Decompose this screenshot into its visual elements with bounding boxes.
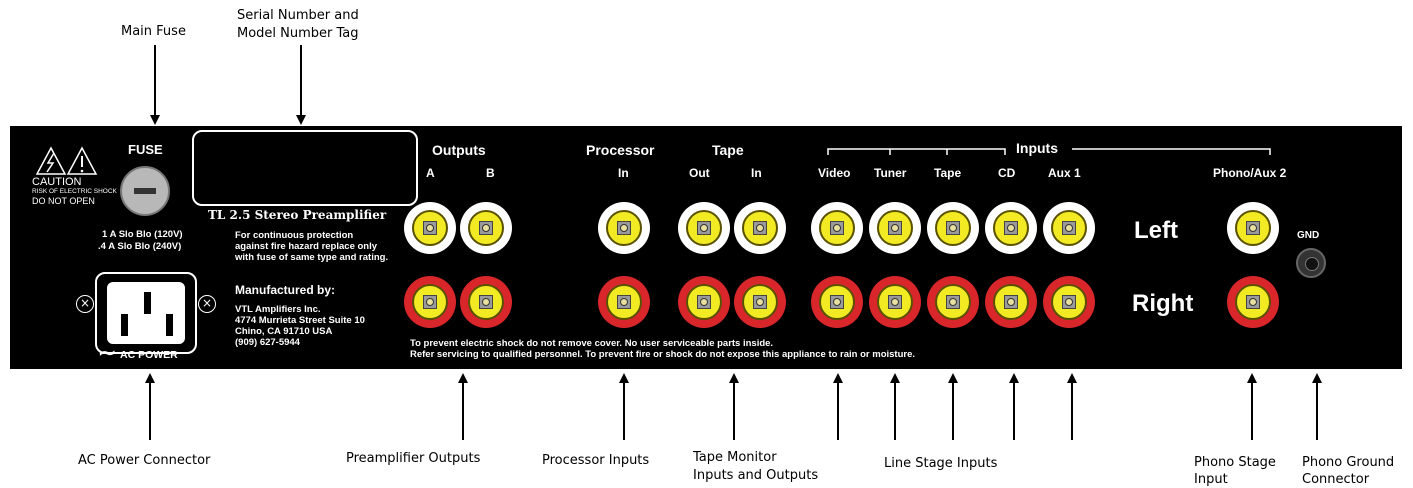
caution-risk-text: RISK OF ELECTRIC SHOCK [32,188,117,195]
callout-processor-inputs: Processor Inputs [542,453,650,468]
ac-screw-right-icon: × [198,295,216,313]
callout-tape-line1: Tape Monitor [693,450,777,465]
ac-screw-left-icon: × [76,295,94,313]
processor-header: Processor [586,142,655,158]
jack-right-processor-in[interactable] [598,276,650,328]
callout-phono-ground-line2: Connector [1302,472,1370,487]
fuse-rating-120v: 1 A Slo Blo (120V) [102,229,183,240]
jack-left-tape-out[interactable] [678,202,730,254]
jack-left-tape-in[interactable] [734,202,786,254]
outputs-a-label: A [426,166,435,180]
model-name: TL 2.5 Stereo Preamplifier [208,208,387,222]
jack-right-output-a[interactable] [404,276,456,328]
jack-right-aux1[interactable] [1043,276,1095,328]
phono-aux2-label: Phono/Aux 2 [1213,166,1287,180]
jack-left-cd[interactable] [985,202,1037,254]
caution-do-not-open: DO NOT OPEN [32,196,95,206]
phono-ground-terminal[interactable] [1296,248,1326,278]
warning-line1: To prevent electric shock do not remove cover. No user serviceable parts inside. [410,338,774,349]
aux1-label: Aux 1 [1048,166,1081,180]
jack-left-phono-aux2[interactable] [1227,202,1279,254]
ac-tilde-icon: ∼ [98,340,117,365]
address-line1: VTL Amplifiers Inc. [235,304,321,315]
jack-left-processor-in[interactable] [598,202,650,254]
callout-phono-ground-line1: Phono Ground [1302,455,1395,470]
video-label: Video [818,166,851,180]
callout-ac-power: AC Power Connector [78,453,211,468]
right-channel-label: Right [1132,290,1194,317]
tape-in-label: In [751,166,762,180]
jack-left-output-b[interactable] [460,202,512,254]
callout-serial-tag-line1: Serial Number and [237,8,359,23]
gnd-label: GND [1297,230,1320,241]
callout-line-stage: Line Stage Inputs [884,456,998,471]
callout-tape-line2: Inputs and Outputs [693,468,819,483]
protection-line2: against fire hazard replace only [235,241,378,252]
jack-left-video[interactable] [811,202,863,254]
tape-header: Tape [712,142,744,158]
jack-right-cd[interactable] [985,276,1037,328]
callout-preamp-outputs: Preamplifier Outputs [346,451,481,466]
cd-label: CD [998,166,1016,180]
address-line4: (909) 627-5944 [235,337,300,348]
callout-phono-stage-line2: Input [1194,472,1228,487]
jack-right-tape[interactable] [927,276,979,328]
protection-line3: with fuse of same type and rating. [235,252,389,263]
ac-power-label: AC POWER [120,349,178,361]
left-channel-label: Left [1134,217,1178,244]
jack-right-video[interactable] [811,276,863,328]
jack-left-tape[interactable] [927,202,979,254]
jack-left-output-a[interactable] [404,202,456,254]
address-line3: Chino, CA 91710 USA [235,326,333,337]
processor-in-label: In [618,166,629,180]
tuner-label: Tuner [874,166,907,180]
fuse-rating-240v: .4 A Slo Blo (240V) [98,241,182,252]
inputs-header: Inputs [1016,140,1058,156]
address-line2: 4774 Murrieta Street Suite 10 [235,315,365,326]
rear-panel [10,126,1402,369]
outputs-b-label: B [486,166,495,180]
outputs-header: Outputs [432,142,486,158]
jack-right-tape-out[interactable] [678,276,730,328]
caution-text: CAUTION [32,176,82,188]
jack-left-tuner[interactable] [869,202,921,254]
inputs-bracket [10,126,1402,186]
jack-right-output-b[interactable] [460,276,512,328]
tape-out-label: Out [689,166,710,180]
callout-phono-stage-line1: Phono Stage [1194,455,1276,470]
warning-line2: Refer servicing to qualified personnel. To prevent fire or shock do not expose this appliance to rain or moisture. [410,349,916,360]
callout-serial-tag-line2: Model Number Tag [237,26,359,41]
protection-line1: For continuous protection [235,230,354,241]
jack-right-tape-in[interactable] [734,276,786,328]
manufactured-by: Manufactured by: [235,283,336,297]
fuse-label: FUSE [128,142,163,157]
jack-right-phono-aux2[interactable] [1227,276,1279,328]
jack-left-aux1[interactable] [1043,202,1095,254]
tape-input-label: Tape [934,166,962,180]
jack-right-tuner[interactable] [869,276,921,328]
callout-main-fuse: Main Fuse [121,24,186,39]
